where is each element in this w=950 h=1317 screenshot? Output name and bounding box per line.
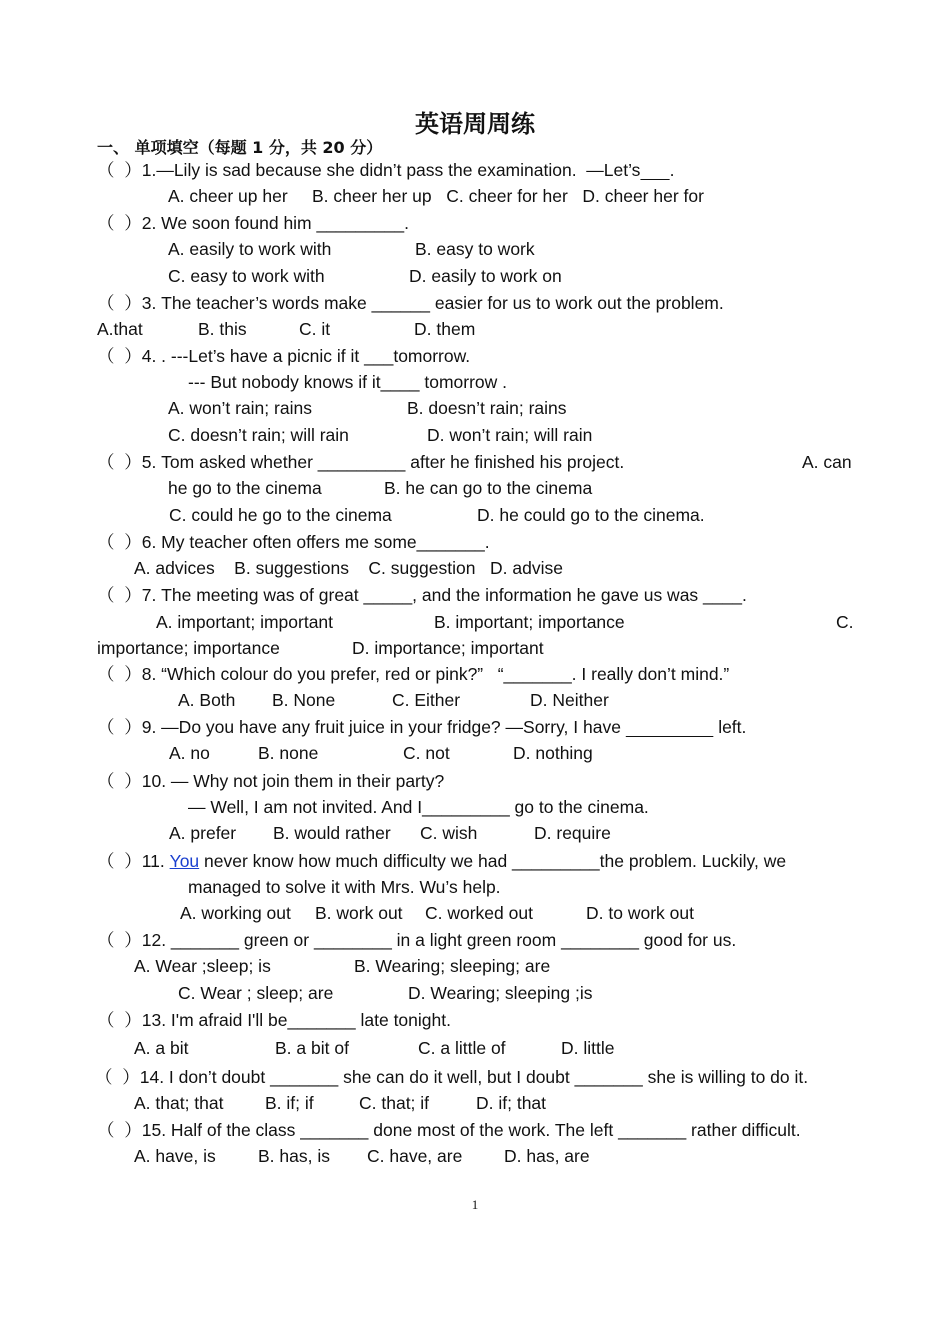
question-8-option-a: A. Both — [178, 690, 236, 710]
question-1-suffix: . — [669, 160, 675, 180]
question-7-option-c-head: C. — [836, 612, 854, 632]
question-6-options: A. advices B. suggestions C. suggestion D. advise — [134, 558, 563, 578]
question-5-option-a-tail: he go to the cinema — [168, 478, 322, 498]
question-11-option-c: C. worked out — [425, 903, 533, 923]
question-10-stem: （ ）10. — Why not join them in their party? — [97, 771, 445, 791]
question-5-stem: （ ）5. Tom asked whether _________ after he finished his project. — [97, 452, 625, 472]
question-1-prefix: （ ）1.—Lily is sad because she didn’t pass the examination. —Let’s — [97, 160, 641, 180]
question-12-stem: （ ）12. _______ green or ________ in a light green room ________ good for us. — [97, 930, 737, 950]
question-4-stem-2: --- But nobody knows if it____ tomorrow . — [188, 372, 508, 392]
question-13-stem: （ ）13. I'm afraid I'll be_______ late tonight. — [97, 1010, 451, 1030]
question-9-suffix: left. — [713, 717, 747, 737]
question-8-option-c: C. Either — [392, 690, 461, 710]
question-6-stem: （ ）6. My teacher often offers me some_______. — [97, 532, 490, 552]
question-4-option-d: D. won’t rain; will rain — [427, 425, 593, 445]
question-5-option-a-head: A. can — [802, 452, 852, 472]
question-11-suffix: never know how much difficulty we had _________the problem. Luckily, we — [199, 851, 787, 871]
question-11-link[interactable]: You — [169, 851, 200, 871]
question-7-option-d: D. importance; important — [352, 638, 544, 658]
question-12-option-b: B. Wearing; sleeping; are — [354, 956, 551, 976]
question-14-stem: （ ）14. I don’t doubt _______ she can do it well, but I doubt _______ she is willing to do it. — [95, 1067, 809, 1087]
question-5-option-b: B. he can go to the cinema — [384, 478, 593, 498]
question-10-option-c: C. wish — [420, 823, 478, 843]
question-12-option-c: C. Wear ; sleep; are — [178, 983, 334, 1003]
question-5-option-c: C. could he go to the cinema — [169, 505, 392, 525]
question-3-option-a: A.that — [97, 319, 143, 339]
question-7-option-b: B. important; importance — [434, 612, 625, 632]
question-8-stem: （ ）8. “Which colour do you prefer, red or pink?” “_______. I really don’t mind.” — [97, 664, 730, 684]
question-9-prefix: （ ）9. —Do you have any fruit juice in your fridge? —Sorry, I have — [97, 717, 626, 737]
question-9-option-b: B. none — [258, 743, 319, 763]
question-1-stem — [97, 159, 675, 181]
question-10-option-d: D. require — [534, 823, 611, 843]
question-15-option-c: C. have, are — [367, 1146, 463, 1166]
question-5-option-d: D. he could go to the cinema. — [477, 505, 705, 525]
question-1-options: A. cheer up her B. cheer her up C. cheer for her D. cheer her for — [168, 186, 704, 206]
question-13-option-a: A. a bit — [134, 1038, 189, 1058]
question-11-stem-2: managed to solve it with Mrs. Wu’s help. — [188, 877, 501, 897]
question-15-stem: （ ）15. Half of the class _______ done most of the work. The left _______ rather difficult. — [97, 1120, 801, 1140]
question-7-option-c-tail: importance; importance — [97, 638, 280, 658]
question-9-option-c: C. not — [403, 743, 450, 763]
question-14-option-c: C. that; if — [359, 1093, 430, 1113]
question-2-option-b: B. easy to work — [415, 239, 535, 259]
question-15-option-b: B. has, is — [258, 1146, 330, 1166]
question-3-option-b: B. this — [198, 319, 247, 339]
section-heading: 一、 单项填空（每题 1 分，共 20 分） — [97, 138, 383, 157]
document-title: 英语周周练 — [415, 109, 535, 138]
question-2-option-d: D. easily to work on — [409, 266, 562, 286]
question-11-option-d: D. to work out — [586, 903, 694, 923]
question-3-option-c: C. it — [299, 319, 331, 339]
question-4-stem: （ ）4. . ---Let’s have a picnic if it ___tomorrow. — [97, 346, 471, 366]
question-14-option-d: D. if; that — [476, 1093, 547, 1113]
question-8-option-d: D. Neither — [530, 690, 609, 710]
question-10-option-a: A. prefer — [169, 823, 237, 843]
question-2-stem: （ ）2. We soon found him _________. — [97, 213, 409, 233]
question-12-option-a: A. Wear ;sleep; is — [134, 956, 271, 976]
question-12-option-d: D. Wearing; sleeping ;is — [408, 983, 593, 1003]
question-11-prefix: （ ）11. — [97, 851, 170, 871]
page-number: 1 — [471, 1197, 479, 1212]
question-11-option-a: A. working out — [180, 903, 291, 923]
question-3-stem: （ ）3. The teacher’s words make ______ easier for us to work out the problem. — [97, 293, 724, 313]
question-15-option-a: A. have, is — [134, 1146, 216, 1166]
question-13-option-b: B. a bit of — [275, 1038, 349, 1058]
question-2-option-c: C. easy to work with — [168, 266, 325, 286]
question-9-blank — [626, 717, 714, 737]
question-13-option-d: D. little — [561, 1038, 615, 1058]
question-10-stem-2: — Well, I am not invited. And I_________ go to the cinema. — [188, 797, 649, 817]
question-4-option-b: B. doesn’t rain; rains — [407, 398, 567, 418]
question-13-option-c: C. a little of — [418, 1038, 506, 1058]
question-4-option-c: C. doesn’t rain; will rain — [168, 425, 349, 445]
question-14-option-b: B. if; if — [265, 1093, 314, 1113]
question-2-option-a: A. easily to work with — [168, 239, 332, 259]
question-4-option-a: A. won’t rain; rains — [168, 398, 312, 418]
question-15-option-d: D. has, are — [504, 1146, 590, 1166]
question-14-option-a: A. that; that — [134, 1093, 224, 1113]
question-8-option-b: B. None — [272, 690, 336, 710]
question-10-option-b: B. would rather — [273, 823, 391, 843]
question-9-option-a: A. no — [169, 743, 210, 763]
question-7-stem: （ ）7. The meeting was of great _____, and the information he gave us was ____. — [97, 585, 747, 605]
question-11-option-b: B. work out — [315, 903, 403, 923]
question-3-option-d: D. them — [414, 319, 476, 339]
question-9-option-d: D. nothing — [513, 743, 593, 763]
question-7-option-a: A. important; important — [156, 612, 334, 632]
question-9-stem — [97, 716, 746, 738]
question-1-blank — [640, 160, 669, 180]
question-11-stem — [97, 850, 786, 872]
